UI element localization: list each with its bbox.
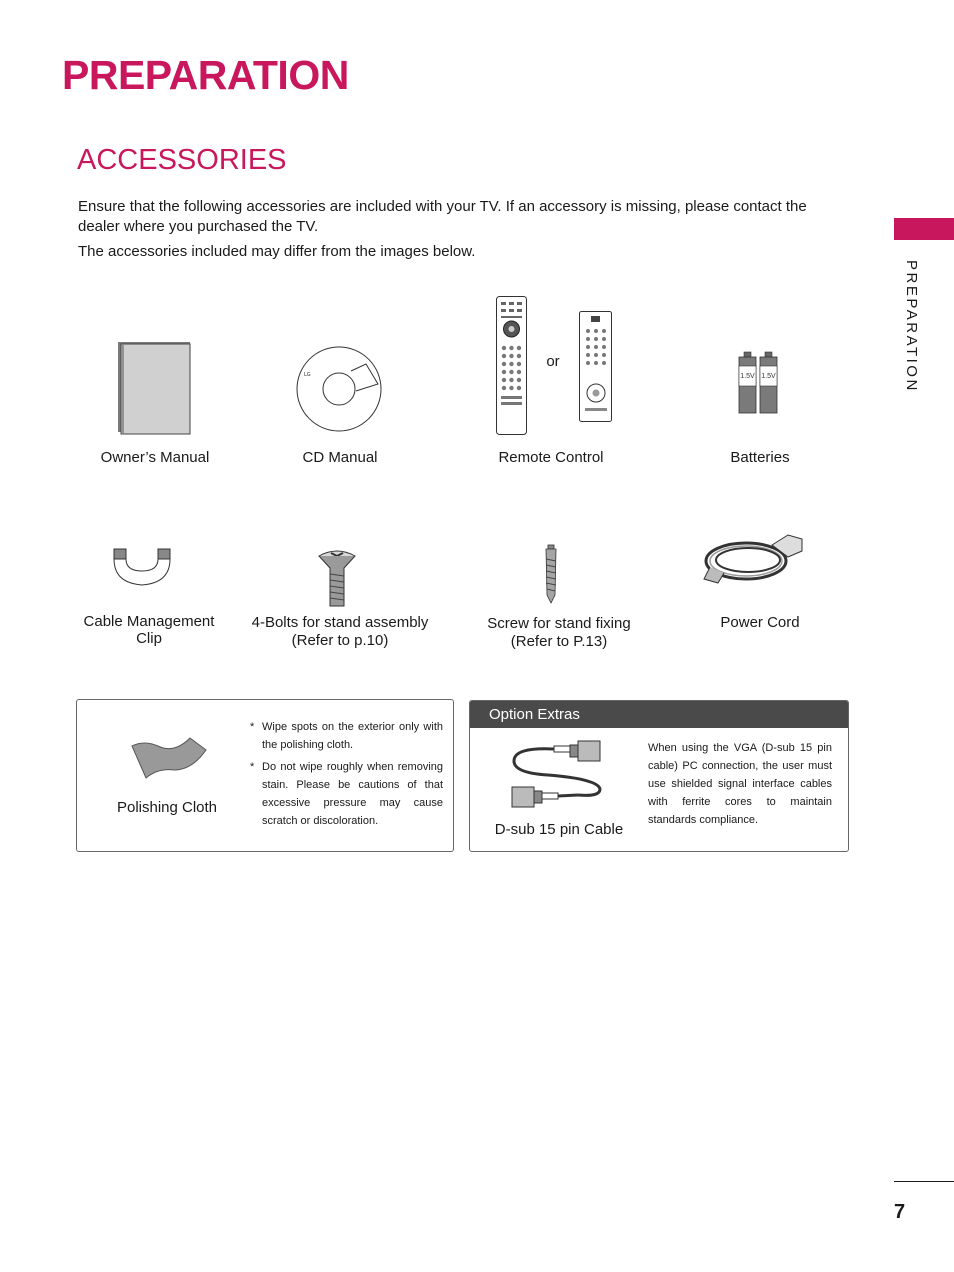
battery-voltage-label: 1.5V [740,373,755,380]
power-cord-label: Power Cord [720,614,800,631]
bolts-label-line1: 4-Bolts for stand assembly [251,614,429,631]
cable-clip-icon [110,547,174,587]
batteries-label: Batteries [730,449,790,466]
page-number-rule [894,1181,954,1182]
battery-voltage-label: 1.5V [761,373,776,380]
bolts-label-line2: (Refer to p.10) [291,632,389,649]
dsub-cable-icon [508,739,608,809]
polishing-cloth-label: Polishing Cloth [116,799,218,816]
page-title: PREPARATION [62,52,349,98]
owners-manual-label: Owner’s Manual [100,449,210,466]
intro-note: The accessories included may differ from the images below. [78,243,476,260]
owners-manual-icon [118,342,194,436]
remote-control-alt-icon [579,311,613,423]
section-title: ACCESSORIES [77,144,287,176]
note-bullet: * [250,761,255,773]
option-extras-header: Option Extras [470,701,848,728]
battery-icon [759,352,779,414]
svg-text:LG: LG [304,372,311,378]
intro-text: Ensure that the following accessories are included with your TV. If an accessory is missing, please contact the dealer where you purchased the TV. [78,198,807,235]
side-section-label: PREPARATION [903,260,920,393]
polishing-cloth-icon [130,736,208,780]
remote-or-label: or [546,353,560,370]
option-extras-note: When using the VGA (D-sub 15 pin cable) PC connection, the user must use shielded signal interface cables with ferrite cores to maintain standards compliance. [648,742,832,826]
battery-icon [738,352,758,414]
screw-label-line1: Screw for stand fixing [487,615,631,632]
polishing-cloth-box [76,699,454,852]
screw-icon [541,545,561,605]
cd-icon [296,346,382,432]
cable-clip-label-line2: Clip [136,630,162,647]
remote-control-label: Remote Control [498,449,604,466]
side-tab-marker [894,218,954,240]
dsub-cable-label: D-sub 15 pin Cable [494,821,624,838]
page-number: 7 [894,1201,906,1223]
option-extras-box [469,700,849,852]
cable-clip-label-line1: Cable Management [83,613,215,630]
polishing-note-2: Do not wipe roughly when removing stain. Please be cautions of that excessive pressure may cause scratch or discoloration. [262,761,443,827]
cd-manual-label: CD Manual [302,449,378,466]
polishing-note-1: Wipe spots on the exterior only with the polishing cloth. [262,721,443,751]
bolt-icon [318,548,356,610]
note-bullet: * [250,721,255,733]
power-cord-icon [702,527,806,587]
screw-label-line2: (Refer to P.13) [510,633,608,650]
remote-control-icon [496,296,528,436]
